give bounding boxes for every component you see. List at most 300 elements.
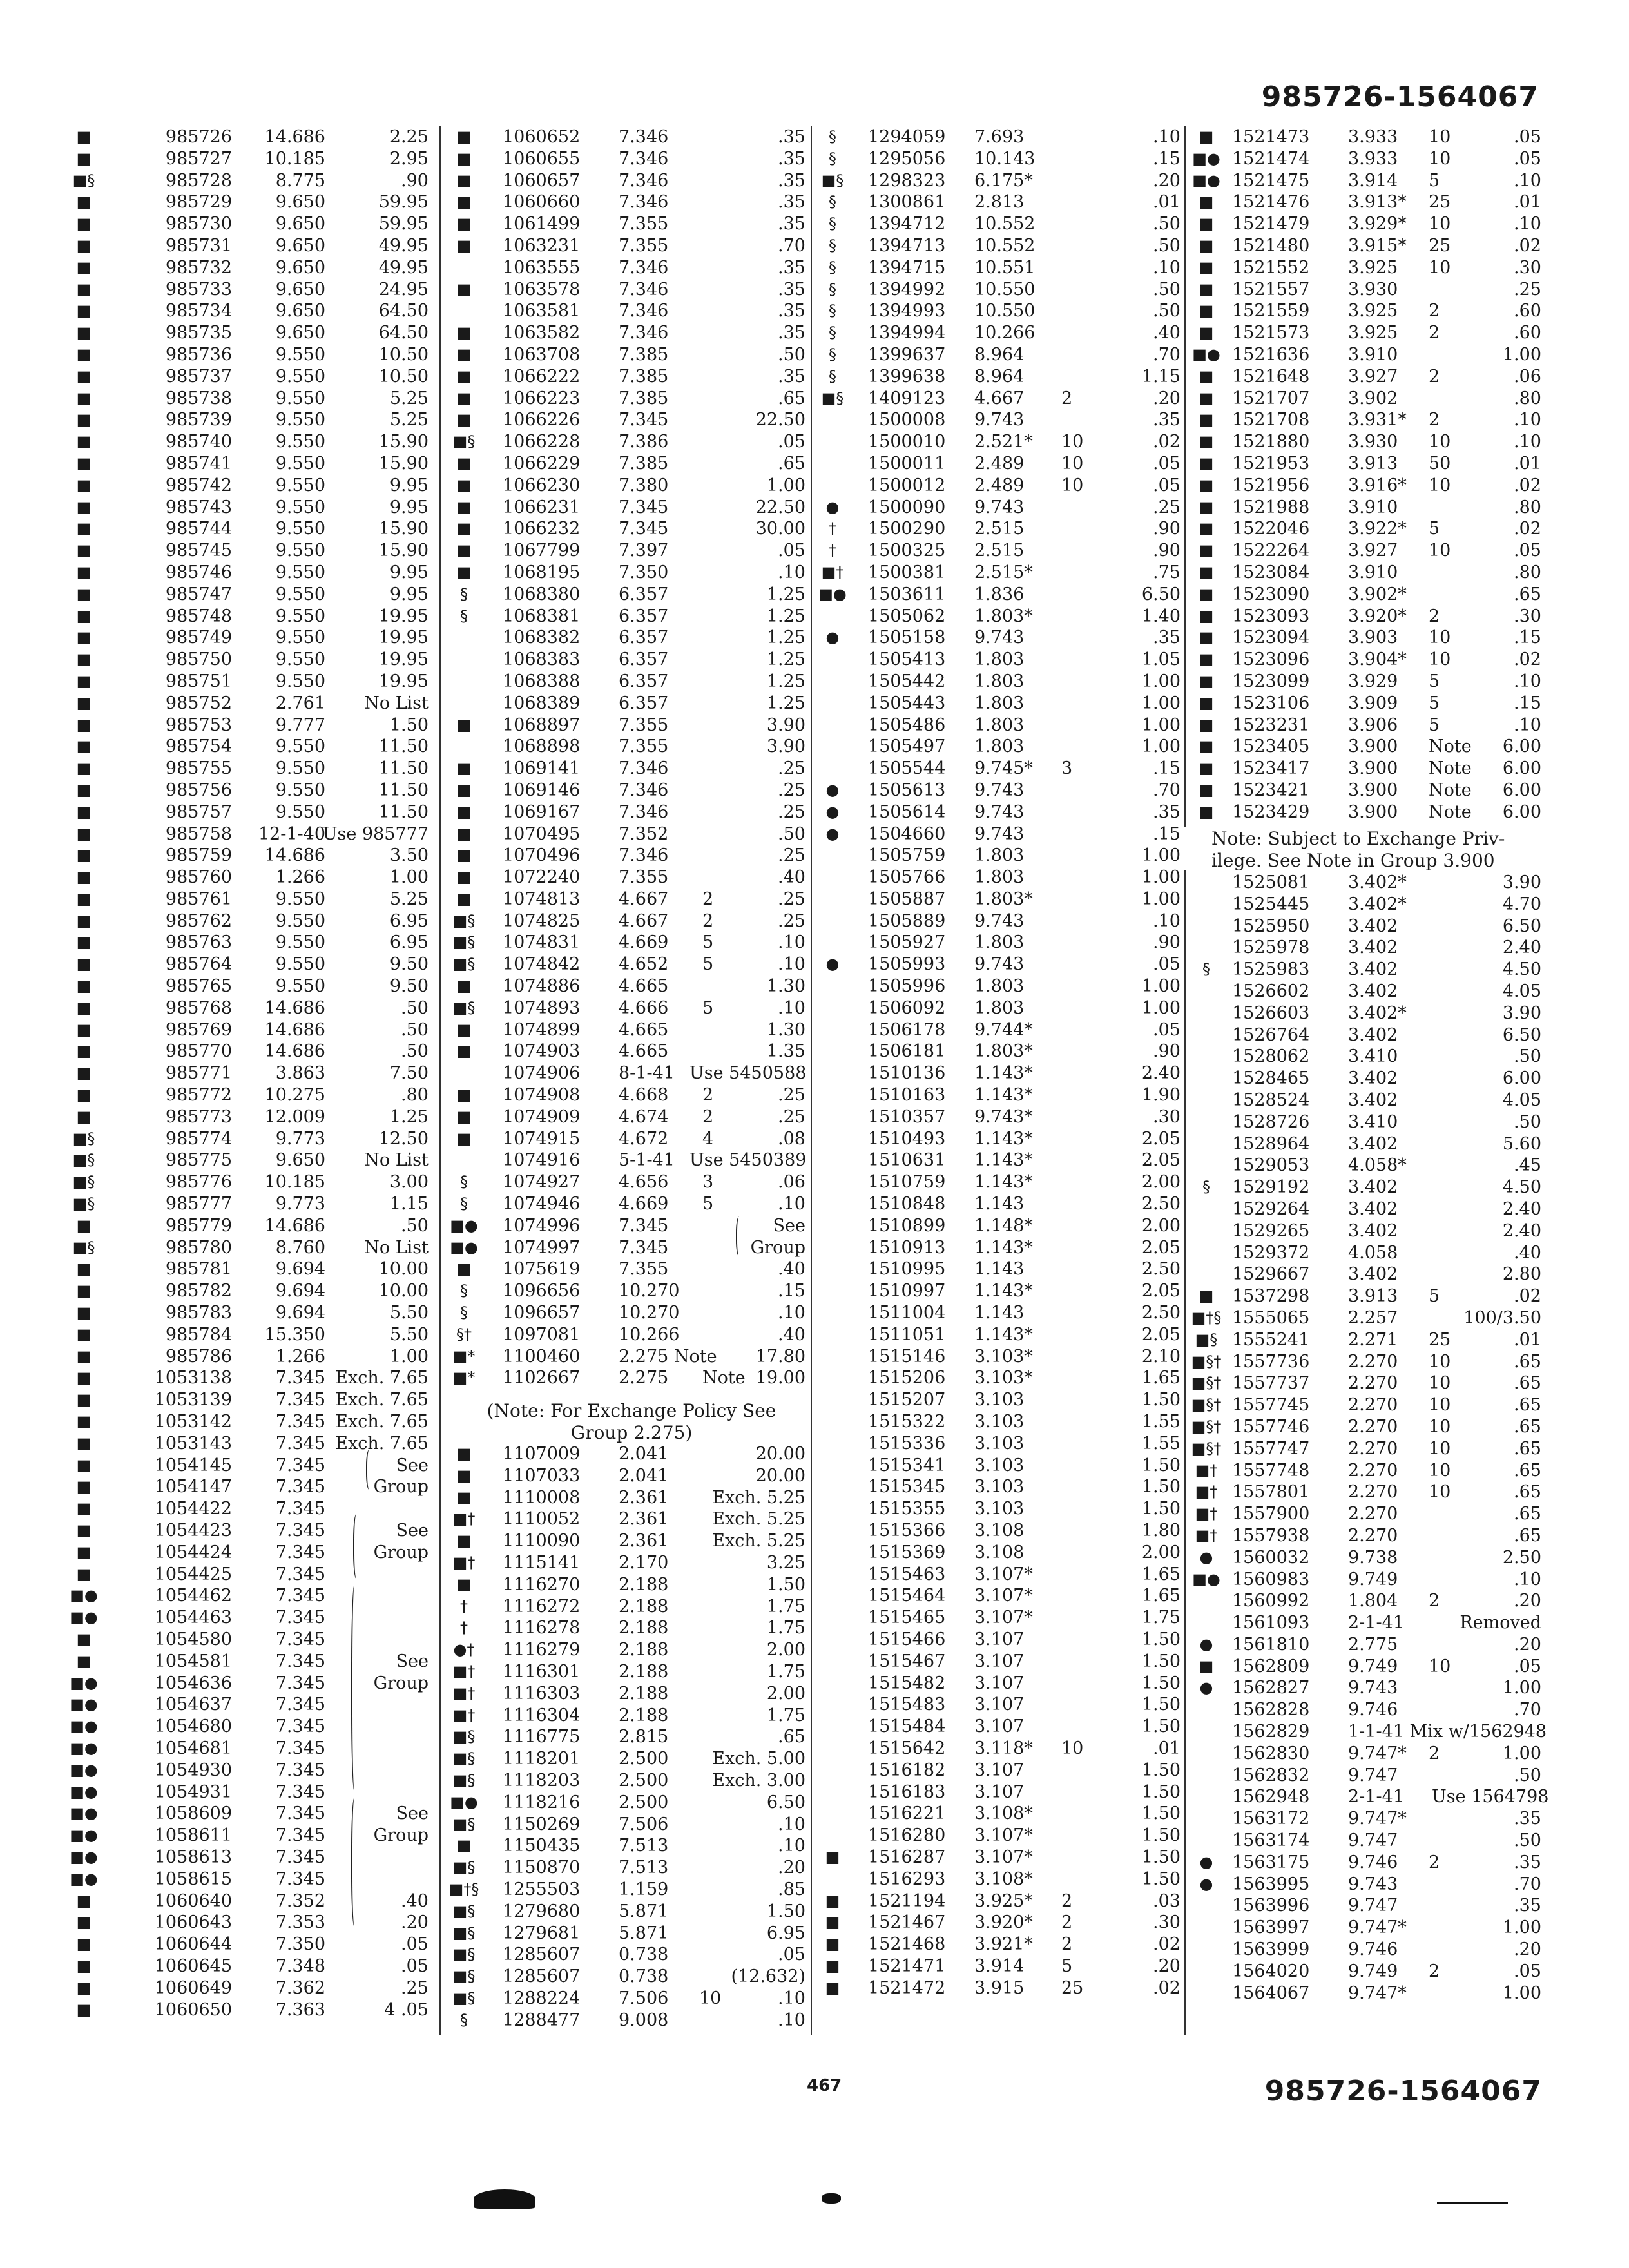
cell-marker: ■ (825, 1913, 840, 1932)
table-row (1187, 959, 1548, 981)
table-row (1187, 540, 1548, 562)
cell-group: 9.550 (275, 954, 325, 975)
cell-group: 7.352 (275, 1890, 325, 1911)
cell-quantity: 5 (1429, 671, 1440, 691)
cell-part-number: 1505614 (868, 802, 946, 822)
cell-price: .50 (401, 1215, 429, 1236)
cell-price: 6.95 (389, 932, 429, 953)
cell-price: 1.35 (766, 1041, 805, 1062)
table-row (813, 126, 1187, 148)
cell-marker: ■ (456, 389, 472, 407)
cell-group: 1.803 (974, 845, 1025, 866)
cell-part-number: 1521468 (868, 1934, 946, 1955)
cell-part-number: 1506181 (868, 1041, 946, 1062)
table-row (1187, 1460, 1548, 1482)
cell-part-number: 1074842 (503, 954, 581, 975)
cell-part-number: 985742 (165, 475, 232, 495)
cell-part-number: 1563175 (1232, 1852, 1310, 1872)
table-row (64, 606, 438, 628)
cell-marker: § (460, 1195, 468, 1213)
cell-group: 9.650 (275, 1150, 325, 1171)
table-row (64, 1193, 438, 1215)
cell-quantity: 5 (1429, 715, 1440, 735)
cell-marker: ■ (76, 846, 92, 865)
cell-price: .06 (1514, 366, 1541, 387)
cell-part-number: 985740 (165, 432, 232, 452)
cell-part-number: 1060640 (154, 1890, 232, 1911)
table-row (813, 823, 1187, 845)
cell-price: .70 (1153, 344, 1181, 365)
cell-group: 9.550 (275, 606, 325, 626)
cell-part-number: 1096657 (503, 1303, 581, 1323)
cell-price: .10 (1514, 432, 1541, 452)
table-row (813, 758, 1187, 780)
table-row (1187, 1569, 1548, 1591)
cell-group: 2.361 (619, 1531, 669, 1552)
cell-price: .06 (778, 1172, 805, 1193)
table-row (813, 1847, 1187, 1869)
cell-price: 6.00 (1502, 780, 1541, 800)
cell-group: 9.650 (275, 323, 325, 343)
cell-part-number: 1150435 (503, 1836, 581, 1856)
cell-part-number: 1521467 (868, 1912, 946, 1933)
table-row (1187, 1786, 1548, 1808)
cell-price: .35 (1514, 1852, 1541, 1872)
cell-price: .25 (1153, 497, 1181, 517)
cell-part-number: 1060644 (154, 1934, 232, 1955)
cell-group: 1.803 (974, 736, 1025, 757)
cell-marker: ■ (76, 149, 92, 168)
cell-part-number: 1066228 (503, 432, 581, 452)
table-row (445, 1770, 812, 1792)
cell-part-number: 985753 (165, 715, 232, 735)
cell-price: (12.632) (731, 1966, 805, 1987)
table-row (445, 910, 812, 932)
cell-price: 1.50 (1141, 1825, 1181, 1846)
cell-group: 2.270 (1348, 1482, 1398, 1503)
cell-price: 9.95 (389, 562, 429, 582)
table-row (445, 627, 812, 649)
cell-part-number: 1515369 (868, 1542, 946, 1562)
cell-quantity: 2 (1429, 1591, 1440, 1611)
table-row (64, 257, 438, 279)
cell-part-number: 1118216 (503, 1792, 581, 1812)
cell-group: 3.933 (1348, 148, 1398, 169)
cell-marker: ■ (456, 1107, 472, 1126)
table-row (64, 1956, 438, 1977)
cell-price: .40 (778, 1324, 805, 1345)
cell-price: .65 (1514, 1504, 1541, 1524)
cell-part-number: 1075619 (503, 1259, 581, 1280)
cell-quantity: 2 (1429, 1743, 1440, 1763)
cell-part-number: 985759 (165, 845, 232, 866)
table-row (813, 1084, 1187, 1106)
cell-part-number: 985772 (165, 1085, 232, 1106)
table-row (813, 975, 1187, 997)
cell-group: 9.650 (275, 214, 325, 235)
table-row (445, 932, 812, 954)
cell-part-number: 1515642 (868, 1738, 946, 1758)
cell-price: 2.25 (389, 127, 429, 147)
table-row (1187, 126, 1548, 148)
cell-marker: ■ (456, 1020, 472, 1039)
cell-part-number: 1279680 (503, 1901, 581, 1921)
cell-group: 3.402 (1348, 1198, 1398, 1219)
cell-marker: ■ (76, 476, 92, 494)
cell-group: 1.803 (974, 997, 1025, 1018)
cell-part-number: 1563997 (1232, 1917, 1310, 1938)
cell-part-number: 985779 (165, 1215, 232, 1236)
cell-quantity: 2 (1429, 1852, 1440, 1872)
cell-part-number: 985770 (165, 1041, 232, 1062)
cell-group: 3.107* (974, 1825, 1033, 1846)
cell-marker: ■ (456, 1532, 472, 1550)
cell-group: 9.743 (974, 823, 1025, 844)
table-row (1187, 279, 1548, 301)
cell-price: 1.55 (1141, 1412, 1181, 1432)
cell-quantity: 5 (1061, 1956, 1073, 1976)
cell-group: 12-1-40 (258, 823, 325, 844)
scan-artifact (822, 2193, 841, 2204)
cell-price: 4.50 (1502, 1177, 1541, 1198)
cell-part-number: 1564020 (1232, 1961, 1310, 1981)
scan-artifact (1437, 2202, 1508, 2204)
cell-part-number: 1072240 (503, 867, 581, 888)
cell-group: 9.550 (275, 780, 325, 800)
cell-marker: ■ (456, 1260, 472, 1278)
cell-marker: ■ (76, 1521, 92, 1539)
cell-price: 9.95 (389, 584, 429, 604)
cell-group: 3.107 (974, 1673, 1025, 1693)
cell-group: 9.747 (1348, 1765, 1398, 1785)
cell-group: 9.743 (974, 802, 1025, 822)
cell-group: 9.550 (275, 758, 325, 779)
table-row (813, 1149, 1187, 1171)
table-row (813, 954, 1187, 975)
cell-price: 1.50 (1141, 1760, 1181, 1780)
cell-group: 10.552 (974, 214, 1036, 235)
table-row (813, 344, 1187, 366)
cell-marker: ■ (1199, 389, 1214, 407)
cell-part-number: 1505887 (868, 889, 946, 909)
cell-part-number: 1053142 (154, 1412, 232, 1432)
cell-group: 1.143* (974, 1237, 1033, 1258)
cell-price: .25 (778, 802, 805, 822)
table-row (1187, 1416, 1548, 1438)
cell-part-number: 1500011 (868, 453, 946, 474)
cell-price: .90 (401, 170, 429, 191)
cell-marker: ■§ (72, 1238, 95, 1256)
cell-marker: ■ (76, 1913, 92, 1932)
table-row (64, 540, 438, 562)
table-row (1187, 1438, 1548, 1460)
cell-price: .20 (1514, 1591, 1541, 1611)
table-row (1187, 693, 1548, 715)
cell-group: 9.650 (275, 301, 325, 322)
cell-marker: ■ (1199, 519, 1214, 538)
cell-part-number: 1505443 (868, 693, 946, 713)
cell-marker: ■ (1199, 323, 1214, 342)
table-row (64, 1433, 438, 1455)
cell-group: 10.270 (619, 1303, 680, 1323)
cell-price: .20 (1153, 1956, 1181, 1976)
cell-part-number: 1523405 (1232, 736, 1310, 757)
cell-part-number: 1115141 (503, 1552, 581, 1573)
table-row (445, 388, 812, 410)
cell-price: 2.50 (1502, 1547, 1541, 1568)
cell-group: 7.380 (619, 475, 669, 495)
cell-group: 9.550 (275, 388, 325, 408)
group-brace (736, 1216, 744, 1256)
cell-part-number: 985727 (165, 148, 232, 169)
cell-group: 10.266 (974, 323, 1036, 343)
cell-part-number: 1563995 (1232, 1874, 1310, 1894)
cell-marker: ■ (456, 977, 472, 995)
cell-group: 1.143 (974, 1194, 1025, 1215)
cell-part-number: 1070495 (503, 823, 581, 844)
cell-part-number: 1505497 (868, 736, 946, 757)
cell-price: .35 (778, 257, 805, 278)
cell-marker: ■ (76, 497, 92, 516)
cell-marker: ■§ (452, 1945, 476, 1964)
cell-marker: ■ (456, 280, 472, 298)
cell-group: 1.804 (1348, 1591, 1398, 1611)
cell-part-number: 1505613 (868, 780, 946, 800)
table-row (1187, 1939, 1548, 1961)
cell-group: 3.402 (1348, 1220, 1398, 1241)
table-row (813, 1302, 1187, 1324)
cell-part-number: 1521988 (1232, 497, 1310, 517)
cell-group: 3.927 (1348, 366, 1398, 387)
table-row (1187, 1046, 1548, 1068)
cell-price: .50 (401, 1019, 429, 1040)
cell-group: 9.747* (1348, 1917, 1407, 1938)
cell-group: 3.913* (1348, 192, 1407, 213)
cell-price: .70 (1153, 780, 1181, 800)
cell-price: 1.50 (1141, 1629, 1181, 1649)
cell-group: 3.108* (974, 1869, 1033, 1889)
table-row (445, 518, 812, 540)
cell-group: 9.747 (1348, 1896, 1398, 1916)
cell-quantity: 2 (1061, 388, 1073, 408)
cell-marker: ■§ (452, 432, 476, 451)
cell-quantity: 2 (1429, 366, 1440, 387)
table-row (813, 518, 1187, 540)
cell-marker: ■ (1199, 606, 1214, 625)
cell-marker: ■ (456, 1129, 472, 1148)
cell-group: 3.402* (1348, 1003, 1407, 1023)
cell-price: 19.95 (378, 671, 429, 691)
cell-price: 4 .05 (384, 1999, 429, 2020)
cell-price: See (396, 1803, 429, 1824)
cell-marker: ■ (76, 1978, 92, 1997)
cell-marker: † (829, 541, 836, 560)
cell-part-number: 1054462 (154, 1586, 232, 1606)
cell-group: 3.900 (1348, 780, 1398, 800)
cell-group: 5.871 (619, 1923, 669, 1943)
table-row (64, 584, 438, 606)
cell-group: 1.803 (974, 976, 1025, 997)
cell-marker: § (460, 606, 468, 625)
cell-group: 10.185 (264, 148, 325, 169)
cell-price: 19.00 (755, 1368, 805, 1389)
cell-group: 4.667 (619, 910, 669, 931)
table-row (1187, 627, 1548, 649)
cell-price: 3.90 (766, 715, 805, 735)
cell-price: .10 (1514, 671, 1541, 691)
cell-group: 3.402 (1348, 1068, 1398, 1089)
cell-part-number: 1515465 (868, 1608, 946, 1628)
cell-group: 7.346 (619, 279, 669, 300)
cell-price: 3.90 (1502, 872, 1541, 892)
cell-price: .25 (778, 780, 805, 800)
cell-part-number: 1063708 (503, 344, 581, 365)
cell-quantity: 10 (1429, 628, 1451, 648)
cell-price: 1.00 (1141, 845, 1181, 866)
cell-group: 2.361 (619, 1509, 669, 1530)
cell-marker: ■ (76, 802, 92, 821)
cell-part-number: 1061499 (503, 214, 581, 235)
cell-price: .75 (1153, 562, 1181, 582)
cell-marker: ■ (76, 432, 92, 451)
cell-price: .35 (778, 214, 805, 235)
cell-group: 7.345 (275, 1847, 325, 1867)
cell-group: 7.346 (619, 257, 669, 278)
table-row (813, 1389, 1187, 1411)
cell-group: 3.929 (1348, 671, 1398, 691)
cell-part-number: 1116301 (503, 1661, 581, 1682)
cell-group: 6.357 (619, 671, 669, 691)
table-row (64, 497, 438, 519)
table-row (813, 388, 1187, 410)
cell-price: 1.00 (766, 475, 805, 495)
cell-price: .35 (778, 192, 805, 213)
cell-part-number: 1074909 (503, 1106, 581, 1127)
cell-part-number: 985729 (165, 192, 232, 213)
cell-price: See (396, 1651, 429, 1671)
table-row (64, 1280, 438, 1302)
cell-marker: ■ (76, 977, 92, 995)
cell-group: 9.550 (275, 519, 325, 539)
cell-part-number: 1523421 (1232, 780, 1310, 800)
table-row (445, 715, 812, 736)
cell-marker: ■ (76, 933, 92, 952)
cell-group: 9.747* (1348, 1983, 1407, 2003)
cell-price: .35 (1153, 410, 1181, 430)
cell-part-number: 1557745 (1232, 1395, 1310, 1416)
cell-price: .30 (1153, 1912, 1181, 1933)
cell-price: 10.50 (378, 344, 429, 365)
cell-group: 3.103 (974, 1412, 1025, 1432)
table-row (445, 693, 812, 715)
cell-group: 3.933 (1348, 127, 1398, 147)
table-row (813, 1106, 1187, 1128)
cell-group: 5-1-41 (619, 1150, 675, 1171)
cell-marker: ■ (76, 671, 92, 690)
cell-price: 2.95 (389, 148, 429, 169)
cell-price: 1.30 (766, 976, 805, 997)
table-row (1187, 1024, 1548, 1046)
cell-price: No List (364, 1237, 429, 1258)
cell-group: 7.355 (619, 214, 669, 235)
table-row (445, 409, 812, 431)
cell-price: 1.80 (1141, 1521, 1181, 1541)
cell-part-number: 1279681 (503, 1923, 581, 1943)
cell-marker: ■● (450, 1792, 478, 1811)
cell-group: 7.345 (619, 519, 669, 539)
cell-group: 3.402 (1348, 1133, 1398, 1154)
cell-quantity: 10 (1429, 475, 1451, 495)
cell-quantity: 5 (702, 932, 714, 953)
cell-price: .35 (778, 127, 805, 147)
table-row (813, 431, 1187, 453)
cell-part-number: 1516183 (868, 1782, 946, 1802)
cell-price: 59.95 (378, 192, 429, 213)
cell-price: .50 (1153, 235, 1181, 256)
exchange-privilege-note-line-2: ilege. See Note in Group 3.900 (1211, 850, 1495, 871)
cell-part-number: 985781 (165, 1259, 232, 1280)
cell-part-number: 1515463 (868, 1564, 946, 1584)
cell-marker: ■§ (452, 933, 476, 952)
table-row (445, 867, 812, 889)
cell-group: 3.925 (1348, 257, 1398, 278)
cell-price: 12.50 (378, 1128, 429, 1149)
cell-marker: ■ (76, 1629, 92, 1648)
cell-group: 3.913 (1348, 453, 1398, 474)
table-row (813, 649, 1187, 671)
cell-price: 2.50 (1141, 1259, 1181, 1280)
cell-part-number: 1528465 (1232, 1068, 1310, 1089)
cell-group: 9.744* (974, 1019, 1033, 1040)
cell-part-number: 1505486 (868, 715, 946, 735)
table-row (813, 300, 1187, 322)
cell-part-number: 1504660 (868, 823, 946, 844)
cell-marker: ■ (1199, 541, 1214, 560)
cell-group: 6.357 (619, 584, 669, 604)
cell-group: 4.665 (619, 1019, 669, 1040)
cell-part-number: 985746 (165, 562, 232, 582)
cell-marker: ■§ (452, 1967, 476, 1986)
cell-marker: ■ (1199, 628, 1214, 647)
table-row (813, 1869, 1187, 1890)
cell-part-number: 985741 (165, 453, 232, 474)
cell-group: 2.275 (619, 1368, 669, 1389)
cell-part-number: 1069167 (503, 802, 581, 822)
cell-group: 3.910 (1348, 497, 1398, 517)
cell-part-number: 1510493 (868, 1128, 946, 1149)
table-row (445, 671, 812, 693)
cell-price: .70 (1514, 1874, 1541, 1894)
cell-quantity: 10 (1429, 148, 1451, 169)
table-row (445, 889, 812, 910)
cell-price: .01 (1514, 192, 1541, 213)
cell-quantity: 2 (1429, 323, 1440, 343)
cell-group: 9.743 (974, 410, 1025, 430)
table-row (64, 649, 438, 671)
cell-group: 7.345 (275, 1869, 325, 1889)
cell-group: 7.346 (619, 802, 669, 822)
cell-marker: ■● (450, 1216, 478, 1235)
cell-marker: ■ (1199, 302, 1214, 320)
cell-part-number: 1394992 (868, 279, 946, 300)
cell-price: .80 (1514, 562, 1541, 582)
cell-part-number: 1526602 (1232, 981, 1310, 1001)
table-row (813, 1564, 1187, 1586)
cell-part-number: 1523093 (1232, 606, 1310, 626)
cell-part-number: 1068195 (503, 562, 581, 582)
cell-price: 6.00 (1502, 802, 1541, 822)
cell-marker: ■ (1199, 367, 1214, 385)
